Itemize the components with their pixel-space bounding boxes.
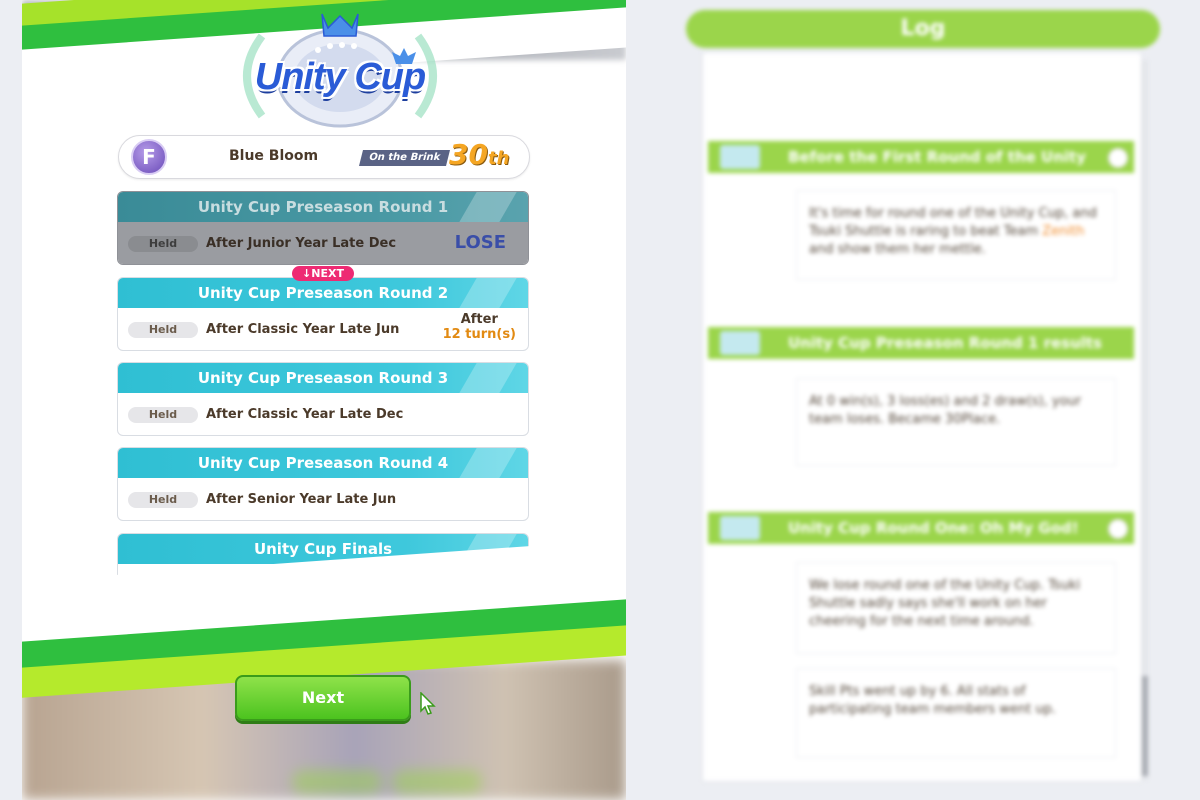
round-title: Unity Cup Preseason Round 3: [118, 363, 528, 393]
turns-remaining: After 12 turn(s): [442, 312, 516, 342]
round-schedule: After Junior Year Late Dec: [206, 236, 397, 251]
held-pill: Held: [128, 236, 198, 252]
log-entry: It's time for round one of the Unity Cup, and Tsuki Shuttle is raring to beat Team Zenith and show them her mettle.: [796, 190, 1116, 280]
unity-cup-logo: [222, 6, 458, 134]
round-card-1[interactable]: [117, 191, 529, 265]
log-entry: Skill Pts went up by 6. All stats of participating team members went up.: [796, 668, 1116, 758]
round-schedule: After Senior Year Late Jun: [206, 492, 397, 507]
round-card-3[interactable]: [117, 362, 529, 436]
held-pill: Held: [128, 407, 198, 423]
next-button[interactable]: Next: [235, 675, 411, 721]
round-title: Unity Cup Preseason Round 1: [118, 192, 528, 222]
log-section-header[interactable]: Before the First Round of the Unity: [708, 141, 1134, 173]
round-title: Unity Cup Preseason Round 4: [118, 448, 528, 478]
log-panel: [680, 0, 1170, 800]
log-scrollbar[interactable]: [1142, 60, 1148, 780]
held-pill: Held: [128, 322, 198, 338]
section-thumbnail-icon: [720, 331, 760, 355]
log-title: Log: [686, 10, 1160, 48]
team-name: Blue Bloom: [229, 148, 319, 164]
game-panel: [22, 0, 626, 800]
collapse-icon[interactable]: [1108, 148, 1128, 168]
log-entry: At 0 win(s), 3 loss(es) and 2 draw(s), your team loses. Became 30Place.: [796, 378, 1116, 466]
round-card-4[interactable]: [117, 447, 529, 521]
next-badge: ↓NEXT: [292, 266, 354, 281]
section-thumbnail-icon: [720, 516, 760, 540]
mouse-cursor-icon: [420, 692, 436, 716]
round-card-2[interactable]: [117, 277, 529, 351]
log-scrollbar-thumb[interactable]: [1142, 676, 1148, 776]
round-result: LOSE: [454, 232, 506, 253]
held-pill: Held: [128, 492, 198, 508]
logo-title: Unity Cup: [254, 56, 426, 98]
collapse-icon[interactable]: [1108, 519, 1128, 539]
round-title: Unity Cup Finals: [118, 534, 528, 564]
log-section-header[interactable]: Unity Cup Round One: Oh My God!: [708, 512, 1134, 544]
round-schedule: After Classic Year Late Jun: [206, 322, 400, 337]
log-entry: We lose round one of the Unity Cup. Tsuki Shuttle sadly says she'll work on her cheering for the next time around.: [796, 562, 1116, 654]
round-title: Unity Cup Preseason Round 2: [118, 278, 528, 308]
status-tag: On the Brink: [359, 150, 450, 166]
rank-badge-icon: F: [131, 139, 167, 175]
round-schedule: After Classic Year Late Dec: [206, 407, 404, 422]
team-summary: [118, 135, 530, 179]
log-section-header[interactable]: Unity Cup Preseason Round 1 results: [708, 327, 1134, 359]
section-thumbnail-icon: [720, 145, 760, 169]
team-placement: 30th: [449, 138, 510, 171]
